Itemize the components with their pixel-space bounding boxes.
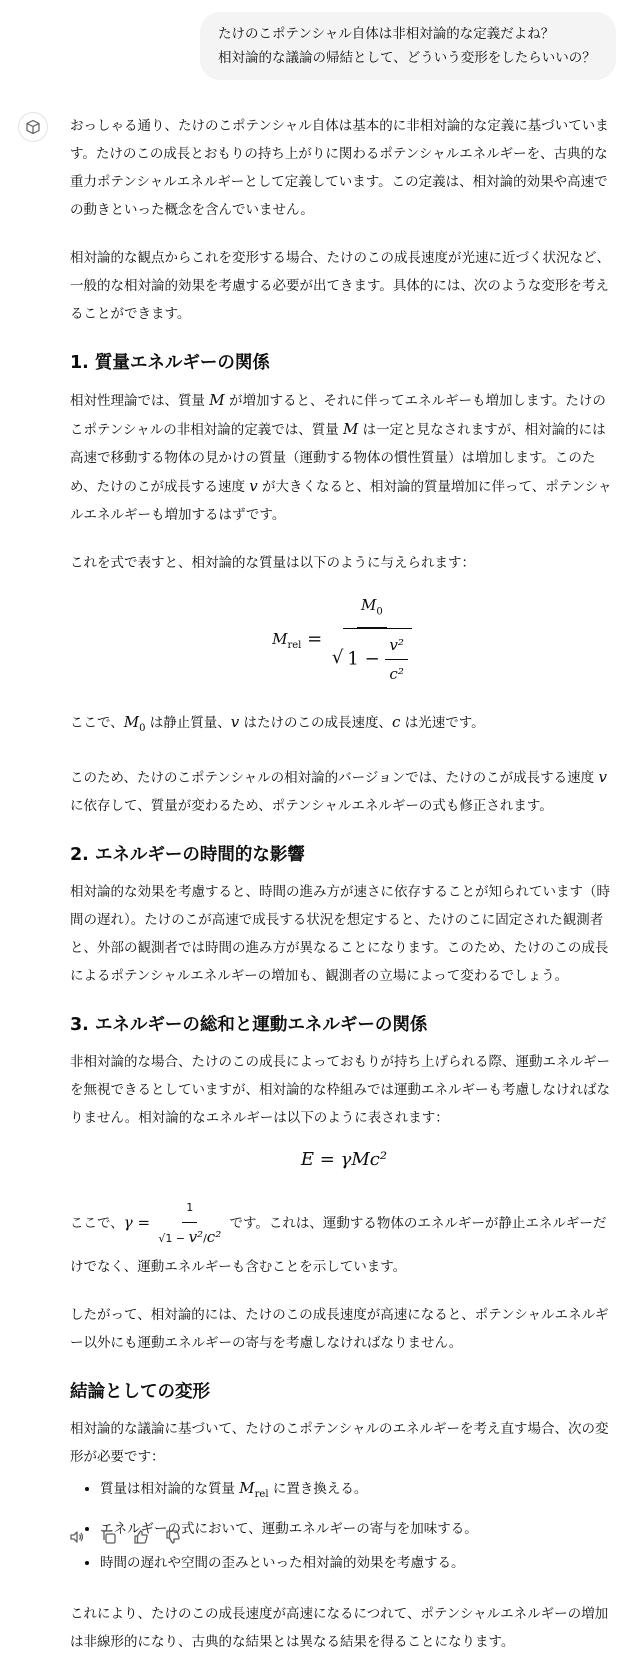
answer-paragraph: これにより、たけのこの成長速度が高速になるにつれて、ポテンシャルエネルギーの増加は非線形的になり、古典的な結果とは異なる結果を得ることになります。 [70,1605,609,1650]
answer-paragraph [70,386,618,529]
user-message-bubble [200,12,616,80]
bullet-list [70,1471,618,1580]
list-item: • エネルギーの式において、運動エネルギーの寄与を加味する。 [100,1512,618,1546]
answer-paragraph: 相対論的な効果を考慮すると、時間の進み方が速さに依存することが知られています（時間の遅れ）。たけのこが高速で成長する状況を想定すると、たけのこに固定された観測者と、外部の観測者では時間の進み方が異なることになります。このため、たけのこの成長によるポテンシャルエネルギーの増加も、観測者の立場によって変わるでしょう。 [70,883,610,984]
answer-paragraph: ここで、γ = $\frac{1}{\text{√1 − v²/c²}}$ です。これは、運動する物体のエネルギーが静止エネルギーだけでなく、運動エネルギーも含むことを示しています。 [70,1194,618,1281]
text-fragment: が大きくなると、相対論的質量増加に伴って、ポテンシャルエネルギーも増加するはずです。 [70,479,612,523]
text-fragment: が増加すると、それに伴ってエネルギーも増加します。たけのこポテンシャルの非相対論的定義では、質量 [70,393,606,438]
assistant-avatar-icon [18,112,48,142]
section-heading: 結論としての変形 [70,1381,210,1402]
section-heading: 3. エネルギーの総和と運動エネルギーの関係 [70,1014,428,1035]
copy-icon[interactable] [100,1528,118,1546]
math-var: $M_{rel}$ [272,630,302,652]
message-actions [68,1528,182,1546]
thumbs-down-icon[interactable] [164,1528,182,1546]
user-message-line: たけのこポテンシャル自体は非相対論的な定義だよね？ [218,26,555,42]
energy-equation: E = γMc² [300,1148,388,1170]
thumbs-up-icon[interactable] [132,1528,150,1546]
answer-paragraph: したがって、相対論的には、たけのこの成長速度が高速になると、ポテンシャルエネルギー以外にも運動エネルギーの寄与を考慮しなければなりません。 [70,1306,609,1351]
equals-sign: = [307,628,328,650]
math-var: M [209,391,225,409]
cube-icon [25,119,41,135]
gamma-fraction: $\frac{1}{\text{√1 − v²/c²}}$ [154,1194,225,1253]
answer-paragraph: 相対論的な議論に基づいて、たけのこポテンシャルのエネルギーを考え直す場合、次の変形が必要です： [70,1420,609,1465]
answer-paragraph: ここで、$M_0$ は静止質量、v はたけのこの成長速度、c は光速です。 [70,712,485,734]
speaker-icon[interactable] [68,1528,86,1546]
section-heading: 2. エネルギーの時間的な影響 [70,844,305,865]
math-var: v [249,477,258,495]
math-var: $M_{rel}$ [239,1478,269,1500]
list-item: • 時間の遅れや空間の歪みといった相対論的効果を考慮する。 [100,1546,618,1580]
answer-paragraph: これを式で表すと、相対論的な質量は以下のように与えられます： [70,555,475,571]
answer-paragraph: 非相対論的な場合、たけのこの成長によっておもりが持ち上げられる際、運動エネルギーを無視できるとしていますが、相対論的な枠組みでは運動エネルギーも考慮しなければなりません。相対論的なエネルギーは以下のように表されます： [70,1053,610,1126]
answer-paragraph: 相対論的な観点からこれを変形する場合、たけのこの成長速度が光速に近づく状況など、一般的な相対論的効果を考慮する必要が出てきます。具体的には、次のような変形を考えることができます。 [70,250,610,322]
answer-paragraph: このため、たけのこポテンシャルの相対論的バージョンでは、たけのこが成長する速度 v に依存して、質量が変わるため、ポテンシャルエネルギーの式も修正されます。 [70,767,607,814]
math-var: M [343,420,359,438]
section-heading: 1. 質量エネルギーの関係 [70,353,270,373]
text-fragment: は一定と見なされますが、相対論的には高速で移動する物体の見かけの質量（運動する物体の慣性質量）は増加します。このため、たけのこが成長する速度 [70,422,606,495]
relativistic-mass-equation [70,591,618,688]
user-message-line: 相対論的な議論の帰結として、どういう変形をしたらいいの？ [218,50,596,66]
answer-paragraph: おっしゃる通り、たけのこポテンシャル自体は基本的に非相対論的な定義に基づいています。たけのこの成長とおもりの持ち上がりに関わるポテンシャルエネルギーを、古典的な重力ポテンシャルエネルギーとして定義しています。この定義は、相対論的効果や高速での動きといった概念を含んでいません。 [70,118,609,218]
list-item: • 質量は相対論的な質量 $M_{rel}$ に置き換える。 [100,1471,618,1512]
math-var: $M_0$ [123,712,146,734]
text-fragment: 相対性理論では、質量 [70,393,210,409]
fraction: $M_0$ √ 1 − $\frac{\text{v²}}{\text{c²}}$ [328,591,416,688]
assistant-message [70,112,618,1656]
